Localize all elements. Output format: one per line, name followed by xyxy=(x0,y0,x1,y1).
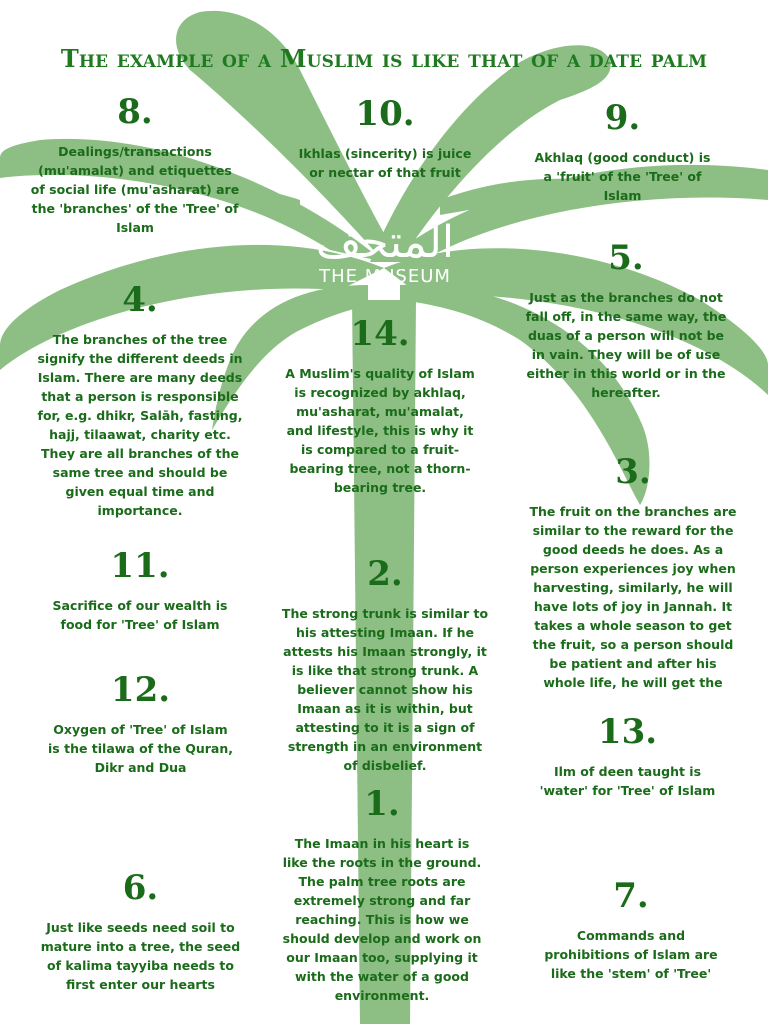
section-number: 4. xyxy=(122,280,158,320)
section-number: 1. xyxy=(364,784,400,824)
section-5 xyxy=(520,238,732,402)
section-number: 12. xyxy=(110,670,171,710)
section-text: Ikhlas (sincerity) is juice or nectar of that fruit xyxy=(298,146,472,180)
section-number: 7. xyxy=(613,876,649,916)
section-number: 5. xyxy=(608,238,644,278)
section-number: 9. xyxy=(604,98,641,138)
section-11 xyxy=(40,546,240,634)
section-text: A Muslim's quality of Islam is recognized by akhlaq, mu'asharat, mu'amalat, and lifestyle, this is why it is compared to a fruit-bearing tree, not a thorn-bearing tree. xyxy=(285,366,475,495)
section-14 xyxy=(285,314,475,497)
museum-logo xyxy=(300,218,470,287)
logo-arabic-text: المتحف xyxy=(315,217,455,268)
section-text: Sacrifice of our wealth is food for 'Tree' of Islam xyxy=(52,598,228,632)
section-text: Just as the branches do not fall off, in the same way, the duas of a person will not be in vain. They will be of use either in this world or in the hereafter. xyxy=(525,290,727,400)
page-title: The example of a Muslim is like that of a date palm xyxy=(60,44,708,73)
logo-text: THE MUSEUM xyxy=(319,266,451,287)
section-text: The Imaan in his heart is like the roots in the ground. The palm tree roots are extremely strong and far reaching. This is how we should develop and work on our Imaan too, supplying it with the water of a good environment. xyxy=(282,836,482,1003)
section-8 xyxy=(30,92,240,237)
section-6 xyxy=(38,868,243,994)
section-number: 14. xyxy=(350,314,410,354)
section-9 xyxy=(530,98,715,205)
section-7 xyxy=(540,876,722,983)
section-3 xyxy=(528,452,738,692)
section-13 xyxy=(535,712,720,800)
section-1 xyxy=(282,784,482,1005)
section-text: Just like seeds need soil to mature into a tree, the seed of kalima tayyiba needs to first enter our hearts xyxy=(40,920,241,992)
section-4 xyxy=(36,280,244,520)
section-text: The fruit on the branches are similar to the reward for the good deeds he does. As a person experiences joy when harvesting, similarly, he will have lots of joy in Jannah. It takes a whole season to get the fruit, so a person should be patient and after his whole life, he will get the xyxy=(529,504,737,690)
section-number: 11. xyxy=(110,546,170,586)
section-text: Ilm of deen taught is 'water' for 'Tree' of Islam xyxy=(539,764,716,798)
section-text: The strong trunk is similar to his attesting Imaan. If he attests his Imaan strongly, it is like that strong trunk. A believer cannot show his Imaan as it is within, but attesting to it is a sign of strength in an environment of disbelief. xyxy=(281,606,489,773)
section-number: 10. xyxy=(355,94,415,134)
section-2 xyxy=(280,554,490,775)
section-text: Oxygen of 'Tree' of Islam is the tilawa of the Quran, Dikr and Dua xyxy=(48,722,233,775)
section-number: 6. xyxy=(122,868,159,908)
section-number: 13. xyxy=(597,712,658,752)
section-text: Commands and prohibitions of Islam are like the 'stem' of 'Tree' xyxy=(544,928,718,981)
section-text: The branches of the tree signify the different deeds in Islam. There are many deeds that a person is responsible for, e.g. dhikr, Salāh, fasting, hajj, tilaawat, charity etc. They are all branches of the same tree and should be given equal time and importance. xyxy=(37,332,243,518)
section-number: 2. xyxy=(367,554,403,594)
section-10 xyxy=(290,94,480,182)
section-12 xyxy=(48,670,233,777)
section-text: Akhlaq (good conduct) is a 'fruit' of the 'Tree' of Islam xyxy=(534,150,711,203)
section-text: Dealings/transactions (mu'amalat) and etiquettes of social life (mu'asharat) are the 'branches' of the 'Tree' of Islam xyxy=(30,144,240,235)
section-number: 3. xyxy=(615,452,651,492)
section-number: 8. xyxy=(117,92,153,132)
